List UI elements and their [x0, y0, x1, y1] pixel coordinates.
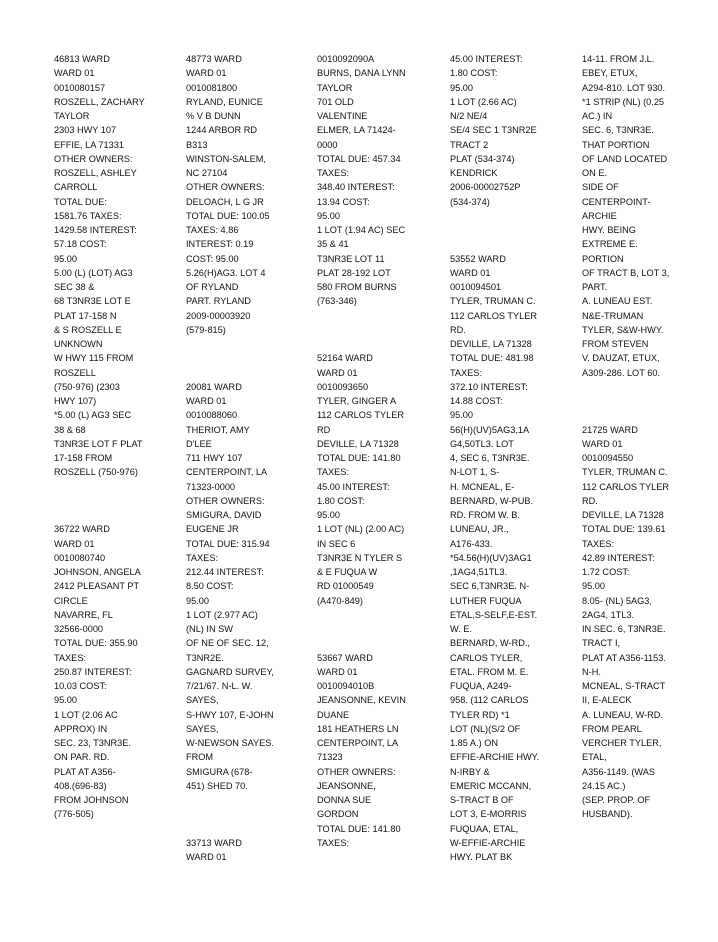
entry-text-line: FROM: [186, 752, 214, 763]
entry-text-line: WARD 01: [186, 68, 227, 79]
entry-header-line: 46813 WARD: [54, 54, 110, 64]
entry-text-line: ROSZELL, ASHLEY: [54, 168, 137, 178]
entry-spacer: [186, 351, 310, 365]
entry-text-line: FROM STEVEN: [582, 339, 649, 349]
entry-text-line: 1 LOT (2.977 AC): [186, 609, 258, 620]
tax-entry: [450, 52, 574, 209]
entry-text-line: TOTAL DUE: 315.94: [186, 538, 270, 549]
entry-text-line: RD.: [450, 324, 466, 335]
entry-text-line: RD: [317, 424, 331, 435]
entry-text-line: EFFIE, LA 71331: [54, 139, 124, 150]
entry-text-line: CENTERPOINT, LA: [317, 738, 399, 748]
entry-text-line: II, E-ALECK: [582, 695, 632, 706]
entry-text-line: WARD 01: [54, 538, 95, 549]
tax-entry: [186, 836, 310, 865]
entry-text-line: TAYLOR: [317, 82, 353, 93]
entry-text-line: 95.00: [582, 581, 605, 592]
entry-text-line: % V B DUNN: [186, 111, 241, 121]
entry-text-line: 1244 ARBOR RD: [186, 125, 257, 136]
entry-text-line: TOTAL DUE: 100.05: [186, 210, 270, 221]
entry-text-line: KENDRICK: [450, 168, 498, 178]
entry-text-line: TAXES:: [450, 367, 482, 378]
listing-column-5: [582, 52, 706, 822]
entry-text-line: PORTION: [582, 253, 624, 264]
entry-text-line: LUTHER FUQUA: [450, 595, 522, 606]
entry-text-line: B313: [186, 139, 208, 150]
entry-text-line: 958. (112 CARLOS: [450, 695, 529, 706]
tax-entry: [186, 380, 310, 793]
entry-text-line: S-TRACT B OF: [450, 795, 514, 805]
entry-text-line: W HWY 115 FROM: [54, 353, 134, 364]
entry-text-line: VERCHER TYLER,: [582, 738, 662, 748]
entry-text-line: SE/4 SEC 1 T3NR2E: [450, 125, 537, 136]
entry-text-line: IN SEC 6: [317, 538, 356, 549]
entry-text-line: W-EFFIE-ARCHIE: [450, 837, 526, 848]
entry-text-line: RYLAND, EUNICE: [186, 96, 263, 107]
entry-text-line: ROSZELL: [54, 367, 96, 378]
entry-text-line: DEVILLE, LA 71328: [450, 339, 532, 349]
entry-header-line: 36722 WARD: [54, 524, 110, 535]
entry-spacer: [317, 608, 441, 622]
entry-spacer: [54, 494, 178, 508]
entry-text-line: 56(H)(UV)5AG3,1A: [450, 424, 530, 435]
entry-text-line: TOTAL DUE: 355.90: [54, 638, 138, 649]
entry-text-line: TOTAL DUE:: [54, 196, 107, 207]
entry-text-line: 0010094010B: [317, 681, 375, 691]
entry-spacer: [450, 237, 574, 251]
entry-header-line: 53552 WARD: [450, 253, 506, 264]
entry-text-line: 1.80 COST:: [317, 495, 365, 506]
entry-text-line: 112 CARLOS TYLER: [582, 481, 669, 492]
entry-text-line: 42.89 INTEREST:: [582, 552, 655, 563]
entry-text-line: PLAT AT A356-1153.: [582, 652, 666, 663]
entry-text-line: TOTAL DUE: 481.98: [450, 353, 534, 364]
entry-text-line: FROM PEARL: [582, 723, 642, 734]
entry-spacer: [582, 408, 706, 422]
entry-text-line: S-HWY 107, E-JOHN: [186, 709, 274, 720]
tax-entry: [317, 52, 441, 309]
entry-text-line: DEVILLE, LA 71328: [582, 510, 664, 520]
entry-text-line: 372.10 INTEREST:: [450, 381, 528, 392]
entry-text-line: 5.00 (L) (LOT) AG3: [54, 267, 133, 278]
entry-text-line: 0010094550: [582, 453, 634, 463]
entry-text-line: 0000: [317, 139, 338, 150]
entry-spacer: [317, 622, 441, 636]
entry-spacer: [54, 480, 178, 494]
entry-text-line: 1581.76 TAXES:: [54, 210, 122, 221]
entry-text-line: PLAT AT A356-: [54, 766, 116, 777]
entry-text-line: FROM JOHNSON: [54, 795, 129, 805]
entry-text-line: 14.88 COST:: [450, 396, 503, 406]
entry-text-line: 38 & 68: [54, 424, 86, 435]
entry-text-line: WARD 01: [186, 852, 227, 862]
entry-text-line: & S ROSZELL E: [54, 324, 122, 335]
entry-text-line: DEVILLE, LA 71328: [317, 438, 399, 449]
entry-text-line: LOT (NL)(S/2 OF: [450, 723, 521, 734]
entry-header-line: 52164 WARD: [317, 353, 373, 364]
entry-text-line: APPROX) IN: [54, 723, 108, 734]
entry-text-line: 71323: [317, 752, 343, 763]
entry-text-line: DUANE: [317, 709, 350, 720]
entry-text-line: 95.00: [54, 695, 77, 706]
entry-spacer: [186, 822, 310, 836]
entry-text-line: (A470-849): [317, 595, 363, 606]
entry-text-line: *1 STRIP (NL) (0.25: [582, 96, 665, 107]
entry-text-line: ARCHIE: [582, 210, 617, 221]
entry-text-line: 1429.58 INTEREST:: [54, 225, 137, 235]
entry-text-line: ETAL,: [582, 752, 607, 763]
entry-text-line: 95.00: [54, 253, 77, 264]
entry-text-line: V. DAUZAT, ETUX,: [582, 353, 660, 364]
entry-spacer: [317, 309, 441, 323]
entry-text-line: (750-976) (2303: [54, 381, 120, 392]
entry-text-line: TYLER RD) *1: [450, 709, 510, 720]
entry-text-line: D'LEE: [186, 438, 212, 449]
entry-text-line: GAGNARD SURVEY,: [186, 666, 274, 677]
entry-text-line: HWY. PLAT BK: [450, 852, 513, 862]
entry-text-line: 1.85 A.) ON: [450, 738, 499, 748]
tax-entry: [582, 52, 706, 380]
entry-text-line: 701 OLD: [317, 96, 354, 107]
entry-text-line: WARD 01: [317, 666, 358, 677]
entry-text-line: IN SEC. 6, T3NR3E.: [582, 624, 666, 634]
entry-text-line: BURNS, DANA LYNN: [317, 68, 406, 79]
entry-text-line: LUNEAU, JR.,: [450, 524, 509, 535]
entry-text-line: 4, SEC 6, T3NR3E.: [450, 453, 530, 463]
entry-text-line: BERNARD, W-RD.,: [450, 638, 530, 649]
entry-text-line: EFFIE-ARCHIE HWY.: [450, 752, 540, 763]
entry-spacer: [450, 209, 574, 223]
entry-text-line: (NL) IN SW: [186, 624, 233, 634]
entry-text-line: A. LUNEAU, W-RD.: [582, 709, 663, 720]
entry-text-line: 45.00 INTEREST:: [317, 481, 390, 492]
entry-text-line: NC 27104: [186, 168, 228, 178]
entry-text-line: A294-810. LOT 930.: [582, 82, 666, 93]
entry-text-line: OF LAND LOCATED: [582, 153, 668, 164]
entry-spacer: [54, 508, 178, 522]
entry-text-line: PART. RYLAND: [186, 296, 251, 307]
listing-column-3: [317, 52, 441, 850]
entry-text-line: DONNA SUE: [317, 795, 372, 805]
entry-text-line: 2009-00003920: [186, 310, 251, 321]
entry-text-line: 10.03 COST:: [54, 681, 107, 691]
entry-text-line: (534-374): [450, 196, 490, 207]
entry-text-line: OTHER OWNERS:: [186, 495, 265, 506]
entry-header-line: 53667 WARD: [317, 652, 373, 663]
tax-entry: [317, 351, 441, 608]
entry-text-line: NAVARRE, FL: [54, 609, 113, 620]
entry-spacer: [450, 223, 574, 237]
entry-text-line: A176-433.: [450, 538, 493, 549]
entry-text-line: TYLER, S&W-HWY.: [582, 324, 664, 335]
entry-text-line: WINSTON-SALEM,: [186, 153, 266, 164]
entry-text-line: HWY 107): [54, 396, 97, 406]
entry-text-line: 0010081800: [186, 82, 238, 93]
entry-text-line: OF TRACT B, LOT 3,: [582, 267, 670, 278]
entry-text-line: INTEREST: 0.19: [186, 239, 254, 250]
entry-text-line: A309-286. LOT 60.: [582, 367, 660, 378]
entry-text-line: HUSBAND).: [582, 809, 633, 820]
entry-text-line: TOTAL DUE: 141.80: [317, 453, 401, 463]
entry-text-line: TYLER, TRUMAN C.: [450, 296, 536, 307]
entry-text-line: TOTAL DUE: 139.61: [582, 524, 666, 535]
entry-text-line: WARD 01: [450, 267, 491, 278]
entry-text-line: EMERIC MCCANN,: [450, 780, 532, 791]
entry-text-line: SAYES,: [186, 695, 219, 706]
entry-text-line: (579-815): [186, 324, 226, 335]
entry-spacer: [186, 366, 310, 380]
entry-text-line: EBEY, ETUX,: [582, 68, 638, 79]
entry-spacer: [186, 337, 310, 351]
entry-text-line: CENTERPOINT, LA: [186, 467, 268, 478]
entry-text-line: A356-1149. (WAS: [582, 766, 656, 777]
entry-text-line: TOTAL DUE: 141.80: [317, 823, 401, 834]
entry-text-line: 2006-00002752P: [450, 182, 521, 193]
entry-text-line: 57.18 COST:: [54, 239, 107, 250]
entry-text-line: (776-505): [54, 809, 94, 820]
entry-text-line: TRACT 2: [450, 139, 489, 150]
entry-text-line: ROSZELL, ZACHARY: [54, 96, 145, 107]
entry-header-line: 48773 WARD: [186, 54, 242, 64]
entry-text-line: ,1AG4,51TL3.: [450, 567, 508, 577]
entry-text-line: 0010088060: [186, 410, 238, 421]
entry-text-line: 24.15 AC.): [582, 780, 626, 791]
entry-text-line: OTHER OWNERS:: [54, 153, 133, 164]
entry-text-line: THAT PORTION: [582, 139, 650, 150]
entry-spacer: [317, 323, 441, 337]
entry-text-line: 0010094501: [450, 282, 502, 292]
tax-entry: [186, 52, 310, 337]
entry-text-line: G4,50TL3. LOT: [450, 438, 514, 449]
entry-text-line: 8.05- (NL) 5AG3,: [582, 595, 652, 606]
entry-text-line: ON PAR. RD.: [54, 752, 110, 763]
entry-text-line: N&E-TRUMAN: [582, 310, 644, 321]
entry-text-line: GORDON: [317, 809, 359, 820]
entry-spacer: [186, 807, 310, 821]
entry-text-line: 0010080157: [54, 82, 106, 93]
entry-text-line: H. MCNEAL, E-: [450, 481, 515, 492]
entry-spacer: [582, 394, 706, 408]
entry-text-line: 95.00: [450, 410, 473, 421]
entry-text-line: HWY. BEING: [582, 225, 636, 235]
entry-text-line: TAXES:: [582, 538, 614, 549]
listing-column-2: [186, 52, 310, 864]
entry-text-line: 95.00: [317, 510, 340, 520]
entry-text-line: 2AG4, 1TL3.: [582, 609, 635, 620]
entry-text-line: 1.80 COST:: [450, 68, 498, 79]
entry-text-line: EUGENE JR: [186, 524, 239, 535]
entry-text-line: SMIGURA, DAVID: [186, 510, 262, 520]
entry-text-line: 212.44 INTEREST:: [186, 567, 264, 577]
entry-text-line: 13.94 COST:: [317, 196, 370, 207]
entry-text-line: ON E.: [582, 168, 608, 178]
entry-text-line: & E FUQUA W: [317, 567, 378, 577]
entry-text-line: BERNARD, W-PUB.: [450, 495, 534, 506]
entry-text-line: RD. FROM W. B.: [450, 510, 520, 520]
entry-text-line: 408.(696-83): [54, 780, 107, 791]
entry-header-line: 21725 WARD: [582, 424, 638, 435]
entry-text-line: VALENTINE: [317, 111, 368, 121]
entry-text-line: ETAL,S-SELF,E-EST.: [450, 609, 538, 620]
entry-spacer: [186, 793, 310, 807]
entry-text-line: TYLER, GINGER A: [317, 396, 397, 406]
entry-header-line: 14-11. FROM J.L.: [582, 54, 655, 64]
entry-text-line: OF NE OF SEC. 12,: [186, 638, 269, 649]
entry-text-line: CIRCLE: [54, 595, 88, 606]
entry-text-line: 17-158 FROM: [54, 453, 113, 463]
entry-text-line: UNKNOWN: [54, 339, 103, 349]
tax-entry: [54, 522, 178, 821]
entry-text-line: 5.26(H)AG3. LOT 4: [186, 267, 266, 278]
entry-text-line: TAXES:: [186, 552, 218, 563]
entry-text-line: 68 T3NR3E LOT E: [54, 296, 131, 307]
entry-text-line: TAXES:: [317, 467, 349, 478]
entry-text-line: COST: 95.00: [186, 253, 239, 264]
entry-text-line: SAYES,: [186, 723, 219, 734]
entry-text-line: 95.00: [450, 82, 473, 93]
entry-text-line: THERIOT, AMY: [186, 424, 250, 435]
entry-text-line: (763-346): [317, 296, 357, 307]
entry-text-line: SEC. 23, T3NR3E.: [54, 738, 131, 748]
entry-text-line: ETAL. FROM M. E.: [450, 666, 529, 677]
entry-text-line: T3NR2E.: [186, 652, 224, 663]
entry-text-line: CENTERPOINT-: [582, 196, 651, 207]
entry-text-line: JEANSONNE, KEVIN: [317, 695, 406, 706]
entry-text-line: 71323-0000: [186, 481, 236, 492]
entry-text-line: RD.: [582, 495, 598, 506]
entry-text-line: MCNEAL, S-TRACT: [582, 681, 666, 691]
entry-text-line: 8.50 COST:: [186, 581, 234, 592]
entry-text-line: TAXES:: [54, 652, 86, 663]
entry-text-line: PLAT 28-192 LOT: [317, 267, 391, 278]
entry-text-line: CARLOS TYLER,: [450, 652, 523, 663]
entry-text-line: SIDE OF: [582, 182, 619, 193]
entry-text-line: N-IRBY &: [450, 766, 490, 777]
entry-header-line: 33713 WARD: [186, 837, 242, 848]
entry-text-line: 1.72 COST:: [582, 567, 630, 577]
entry-text-line: 0010093650: [317, 381, 369, 392]
entry-text-line: TYLER, TRUMAN C.: [582, 467, 668, 478]
entry-text-line: 1 LOT (2.06 AC: [54, 709, 118, 720]
entry-text-line: JOHNSON, ANGELA: [54, 567, 141, 577]
entry-text-line: 451) SHED 70.: [186, 780, 248, 791]
entry-header-line: 0010092090A: [317, 54, 375, 64]
entry-text-line: WARD 01: [186, 396, 227, 406]
entry-text-line: W-NEWSON SAYES.: [186, 738, 274, 748]
tax-entry: [450, 252, 574, 865]
entry-text-line: 1 LOT (NL) (2.00 AC): [317, 524, 405, 535]
entry-text-line: 35 & 41: [317, 239, 349, 250]
entry-text-line: 0010080740: [54, 552, 106, 563]
tax-entry: [54, 52, 178, 480]
entry-text-line: LOT 3, E-MORRIS: [450, 809, 527, 820]
entry-text-line: TAXES: 4.86: [186, 225, 239, 235]
entry-text-line: 7/21/67. N-L. W.: [186, 681, 253, 691]
entry-text-line: JEANSONNE,: [317, 780, 376, 791]
entry-text-line: (SEP. PROP. OF: [582, 795, 651, 805]
entry-text-line: TOTAL DUE: 457.34: [317, 153, 401, 164]
entry-text-line: 711 HWY 107: [186, 453, 243, 463]
entry-text-line: OTHER OWNERS:: [317, 766, 396, 777]
listing-column-4: [450, 52, 574, 864]
entry-text-line: 348.40 INTEREST:: [317, 182, 395, 193]
entry-text-line: FUQUA, A249-: [450, 681, 512, 691]
entry-text-line: N-LOT 1, S-: [450, 467, 500, 478]
entry-text-line: WARD 01: [54, 68, 95, 79]
entry-text-line: AC.) IN: [582, 111, 613, 121]
entry-text-line: SEC 6,T3NR3E. N-: [450, 581, 530, 592]
entry-text-line: RD 01000549: [317, 581, 374, 592]
entry-text-line: SMIGURA (678-: [186, 766, 253, 777]
entry-text-line: 250.87 INTEREST:: [54, 666, 132, 677]
entry-header-line: 45.00 INTEREST:: [450, 54, 523, 64]
entry-text-line: CARROLL: [54, 182, 98, 193]
entry-text-line: 32566-0000: [54, 624, 104, 634]
entry-header-line: 20081 WARD: [186, 381, 242, 392]
entry-text-line: PLAT 17-158 N: [54, 310, 117, 321]
entry-text-line: TRACT I,: [582, 638, 621, 649]
entry-text-line: PLAT (534-374): [450, 153, 515, 164]
entry-text-line: 2303 HWY 107: [54, 125, 117, 136]
entry-text-line: 181 HEATHERS LN: [317, 723, 399, 734]
tax-entry: [582, 423, 706, 822]
entry-text-line: EXTREME E.: [582, 239, 638, 250]
entry-text-line: A. LUNEAU EST.: [582, 296, 653, 307]
entry-text-line: W. E.: [450, 624, 472, 634]
entry-text-line: TAYLOR: [54, 111, 90, 121]
entry-text-line: 1 LOT (1.94 AC) SEC: [317, 225, 406, 235]
entry-text-line: T3NR3E LOT 11: [317, 253, 385, 264]
listing-column-1: [54, 52, 178, 822]
entry-text-line: TAXES:: [317, 837, 349, 848]
entry-text-line: TAXES:: [317, 168, 349, 178]
entry-text-line: SEC. 6, T3NR3E.: [582, 125, 654, 136]
entry-text-line: 580 FROM BURNS: [317, 282, 397, 292]
entry-spacer: [317, 337, 441, 351]
entry-text-line: 112 CARLOS TYLER: [317, 410, 404, 421]
entry-text-line: *5.00 (L) AG3 SEC: [54, 410, 132, 421]
entry-text-line: 1 LOT (2.66 AC): [450, 96, 517, 107]
entry-text-line: 2412 PLEASANT PT: [54, 581, 140, 592]
entry-text-line: ROSZELL (750-976): [54, 467, 138, 478]
entry-text-line: OTHER OWNERS:: [186, 182, 265, 193]
entry-text-line: 95.00: [186, 595, 209, 606]
tax-entry: [317, 651, 441, 851]
entry-text-line: T3NR3E N TYLER S: [317, 552, 403, 563]
entry-spacer: [317, 636, 441, 650]
entry-text-line: T3NR3E LOT F PLAT: [54, 438, 143, 449]
entry-text-line: WARD 01: [582, 438, 623, 449]
entry-text-line: OF RYLAND: [186, 282, 239, 292]
entry-text-line: N/2 NE/4: [450, 111, 488, 121]
entry-text-line: FUQUAA, ETAL,: [450, 823, 519, 834]
entry-text-line: *54.56(H)(UV)3AG1: [450, 552, 532, 563]
entry-text-line: WARD 01: [317, 367, 358, 378]
entry-spacer: [582, 380, 706, 394]
entry-text-line: PART.: [582, 282, 608, 292]
entry-text-line: 112 CARLOS TYLER: [450, 310, 537, 321]
entry-text-line: DELOACH, L G JR: [186, 196, 264, 207]
entry-text-line: N-H.: [582, 666, 601, 677]
entry-text-line: 95.00: [317, 210, 340, 221]
entry-text-line: SEC 38 &: [54, 282, 95, 292]
entry-text-line: ELMER, LA 71424-: [317, 125, 396, 136]
